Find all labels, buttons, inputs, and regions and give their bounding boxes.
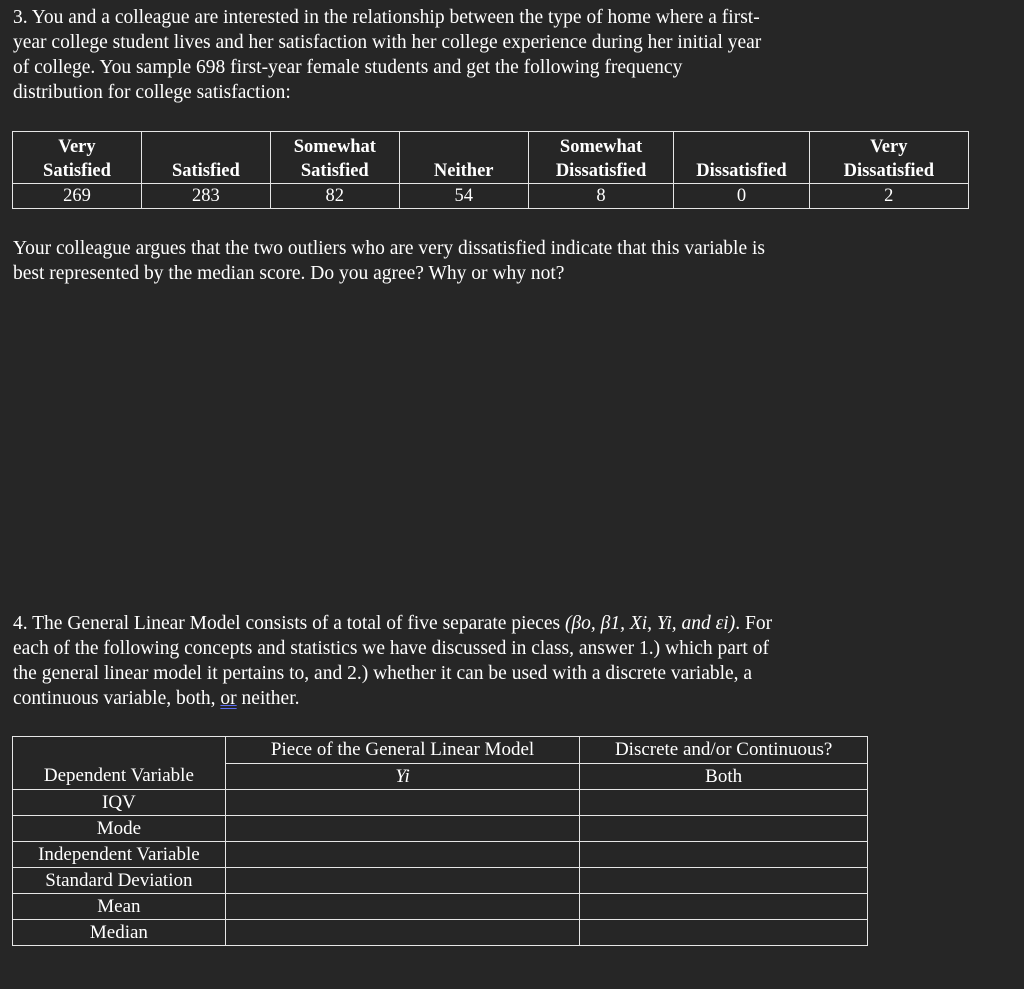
value-very-dissatisfied: 2: [809, 184, 968, 209]
question-4-part2: . For each of the following concepts and statistics we have discussed in class, answer 1.) which part of the general linear model it pertains to, and 2.) whether it can be used with a discrete variable, a continuous variable, both,: [13, 613, 773, 709]
frequency-table-values-row: [13, 184, 969, 209]
question-4-part3: neither.: [236, 688, 300, 709]
colleague-argument-text: Your colleague argues that the two outliers who are very dissatisfied indicate that this variable is best represented by the median score. Do you agree? Why or why not?: [13, 238, 766, 284]
header-neither: Neither: [399, 132, 528, 184]
glm-header-concept: [13, 737, 226, 764]
concept-cell: Mean: [13, 894, 226, 920]
question-4-text: [13, 611, 893, 711]
piece-cell[interactable]: [225, 816, 580, 842]
type-cell[interactable]: [580, 790, 868, 816]
or-word: or: [220, 688, 237, 709]
value-somewhat-satisfied: 82: [270, 184, 399, 209]
type-cell[interactable]: [580, 816, 868, 842]
concept-cell: Standard Deviation: [13, 868, 226, 894]
header-very-satisfied: Very Satisfied: [13, 132, 142, 184]
concept-cell: Mode: [13, 816, 226, 842]
piece-cell[interactable]: Yi: [225, 764, 580, 790]
question-3-text: 3. You and a colleague are interested in the relationship between the type of home where a first- year college student lives and her satisfaction with her college experience during her initial year of college. You sample 698 first-year female students and get the following frequency distribution for college satisfaction:: [13, 7, 762, 103]
glm-header-piece: Piece of the General Linear Model: [225, 737, 580, 764]
piece-cell[interactable]: [225, 842, 580, 868]
type-cell[interactable]: [580, 920, 868, 946]
frequency-table-header-row: [13, 132, 969, 184]
table-row: [13, 764, 868, 790]
table-row: [13, 868, 868, 894]
value-neither: 54: [399, 184, 528, 209]
concept-cell: Median: [13, 920, 226, 946]
question-4-part1: 4. The General Linear Model consists of a total of five separate pieces: [13, 613, 565, 634]
type-cell[interactable]: Both: [580, 764, 868, 790]
header-somewhat-dissatisfied: Somewhat Dissatisfied: [528, 132, 674, 184]
value-satisfied: 283: [141, 184, 270, 209]
piece-cell[interactable]: [225, 894, 580, 920]
header-satisfied: Satisfied: [141, 132, 270, 184]
table-row: [13, 816, 868, 842]
table-row: [13, 790, 868, 816]
type-cell[interactable]: [580, 842, 868, 868]
piece-cell[interactable]: [225, 920, 580, 946]
frequency-table: [12, 131, 969, 209]
concept-cell: IQV: [13, 790, 226, 816]
value-dissatisfied: 0: [674, 184, 809, 209]
glm-table: [12, 736, 868, 946]
value-somewhat-dissatisfied: 8: [528, 184, 674, 209]
header-very-dissatisfied: Very Dissatisfied: [809, 132, 968, 184]
table-row: [13, 842, 868, 868]
value-very-satisfied: 269: [13, 184, 142, 209]
header-somewhat-satisfied: Somewhat Satisfied: [270, 132, 399, 184]
piece-cell[interactable]: [225, 868, 580, 894]
table-row: [13, 920, 868, 946]
glm-table-header-row: [13, 737, 868, 764]
type-cell[interactable]: [580, 868, 868, 894]
type-cell[interactable]: [580, 894, 868, 920]
glm-header-type: Discrete and/or Continuous?: [580, 737, 868, 764]
piece-cell[interactable]: [225, 790, 580, 816]
table-row: [13, 894, 868, 920]
concept-cell: Dependent Variable: [13, 764, 226, 790]
concept-cell: Independent Variable: [13, 842, 226, 868]
header-dissatisfied: Dissatisfied: [674, 132, 809, 184]
glm-pieces: (βo, β1, Xi, Yi, and εi): [564, 613, 736, 634]
